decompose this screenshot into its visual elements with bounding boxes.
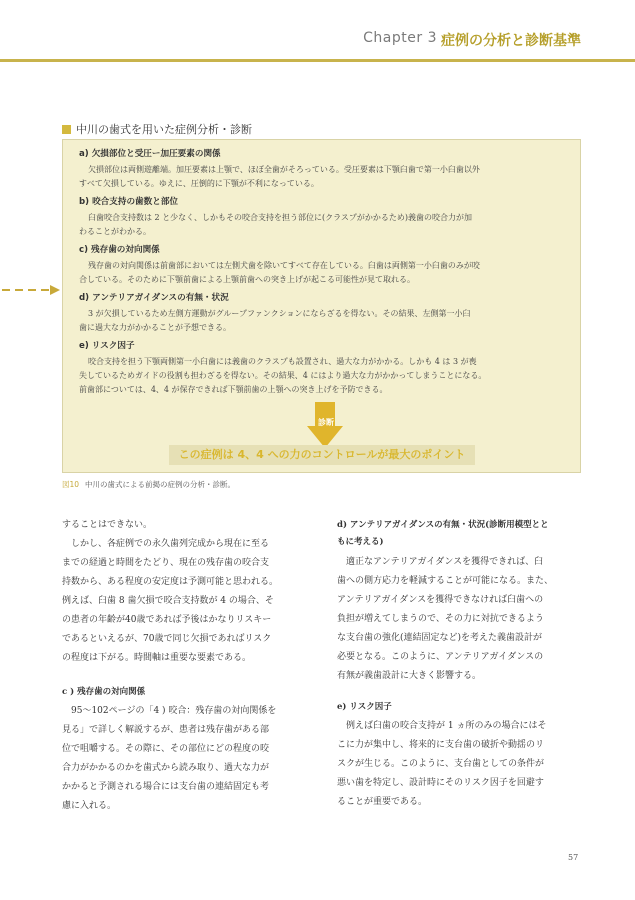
item-body: 3 が欠損しているため左側方運動がグループファンクションにならざるを得ない。その結果、左側第一小臼 歯に過大な力がかかることが予想できる。 (79, 309, 471, 332)
item-title: a) 欠損部位と受圧ー加圧要素の関係 (79, 149, 221, 159)
chapter-title: 症例の分析と診断基準 (441, 33, 581, 49)
left-column-heading-c (62, 684, 308, 701)
item-body: 欠損部位は両側遊離端。加圧要素は上顎で、ほぼ全歯がそろっている。受圧要素は下顎臼歯で第一小臼歯以外 すべて欠損している。ゆえに、圧倒的に下顎が不利になっている。 (79, 165, 480, 188)
item-title: b) 咬合支持の歯数と部位 (79, 197, 179, 207)
figure-number: 図10 (62, 480, 80, 489)
analysis-item-d (79, 293, 575, 335)
item-body: 咬合支持を担う下顎両側第一小臼歯には義歯のクラスプも設置され、過大な力がかかる。しかも 4 は 3 が喪 失しているためガイドの役割も担わざるを得ない。その結果、4 にはより過大な力がかかってしまうことになる。 前歯部については、4、4 が保存できれば下顎前歯の上顎への突き上げを予防できる。 (79, 357, 487, 394)
square-bullet-icon (62, 125, 71, 134)
right-column-heading-d (337, 517, 587, 551)
left-column-c (62, 702, 308, 816)
conclusion-banner: この症例は 4、4 への力のコントロールが最大のポイント (169, 445, 475, 465)
body-paragraph: 95〜102ページの「4 ) 咬合：残存歯の対向関係を 見る」で詳しく解説するが、患者は残存歯がある部 位で咀嚼する。その際に、その部位にどの程度の咬 合力がかかるのかを歯式から読み取り、過大な力が かかると予測される場合には支台歯の連結固定も考 慮に入れる。 (62, 706, 277, 811)
section-heading (62, 121, 252, 137)
section-heading-text: 中川の歯式を用いた症例分析・診断 (76, 123, 252, 136)
caption-text: 中川の歯式による前掲の症例の分析・診断。 (85, 480, 236, 489)
left-column (62, 516, 308, 668)
analysis-item-e (79, 341, 575, 397)
page-number: 57 (568, 853, 579, 862)
item-title: c) 残存歯の対向関係 (79, 245, 160, 255)
right-column-d (337, 553, 587, 686)
figure-caption (62, 479, 235, 490)
item-body: 残存歯の対向関係は前歯部においては左側犬歯を除いてすべて存在している。臼歯は両側第一小臼歯のみが咬 合している。そのために下顎前歯による上顎前歯への突き上げが起こる可能性が見て取れる。 (79, 261, 480, 284)
body-paragraph: 例えば臼歯の咬合支持が 1 ヵ所のみの場合にはそ こに力が集中し、将来的に支台歯の破折や動揺のリ スクが生じる。このように、支台歯としての条件が 悪い歯を特定し、設計時にそのリスク因子を回避す ることが重要である。 (337, 721, 547, 807)
body-paragraph: することはできない。 しかし、各症例での永久歯列完成から現在に至る までの経過と時間をたどり、現在の残存歯の咬合支 持数から、ある程度の安定度は予測可能と思われる。 例えば、臼歯 8 歯欠損で咬合支持数が 4 の場合、そ の患者の年齢が40歳であれば予後はかなりリスキー であるといえるが、70歳で同じ欠損であればリスク の程度は下がる。時間軸は重要な要素である。 (62, 520, 279, 663)
body-paragraph: 適正なアンテリアガイダンスを獲得できれば、臼 歯への側方応力を軽減することが可能になる。また、 アンテリアガイダンスを獲得できなければ臼歯への 負担が増えてしまうので、その力に対抗できるよう な支台歯の強化(連結固定など)を考えた義歯設計が 必要となる。このように、アンテリアガイダンスの 有無が義歯設計に大きく影響する。 (337, 557, 554, 681)
analysis-item-c (79, 245, 575, 287)
item-title: e) リスク因子 (79, 341, 135, 351)
page-header (0, 24, 635, 62)
analysis-item-a (79, 149, 575, 191)
right-column-e (337, 717, 587, 812)
subsection-heading: c ) 残存歯の対向関係 (62, 687, 146, 697)
subsection-heading: e) リスク因子 (337, 702, 392, 712)
analysis-item-b (79, 197, 575, 239)
header-rule (0, 59, 635, 62)
subsection-heading: d) アンテリアガイダンスの有無・状況(診断用模型とと もに考える) (337, 520, 549, 547)
chapter-label: Chapter 3 (363, 30, 437, 46)
item-body: 臼歯咬合支持数は 2 と少なく、しかもその咬合支持を担う部位に(クラスプがかかるため)義歯の咬合力が加 わることがわかる。 (79, 213, 473, 236)
item-title: d) アンテリアガイダンスの有無・状況 (79, 293, 229, 303)
analysis-panel (62, 139, 581, 473)
diagnosis-label: 診断 (318, 418, 334, 427)
right-column-heading-e (337, 699, 587, 716)
dashed-arrow-icon (0, 284, 62, 296)
